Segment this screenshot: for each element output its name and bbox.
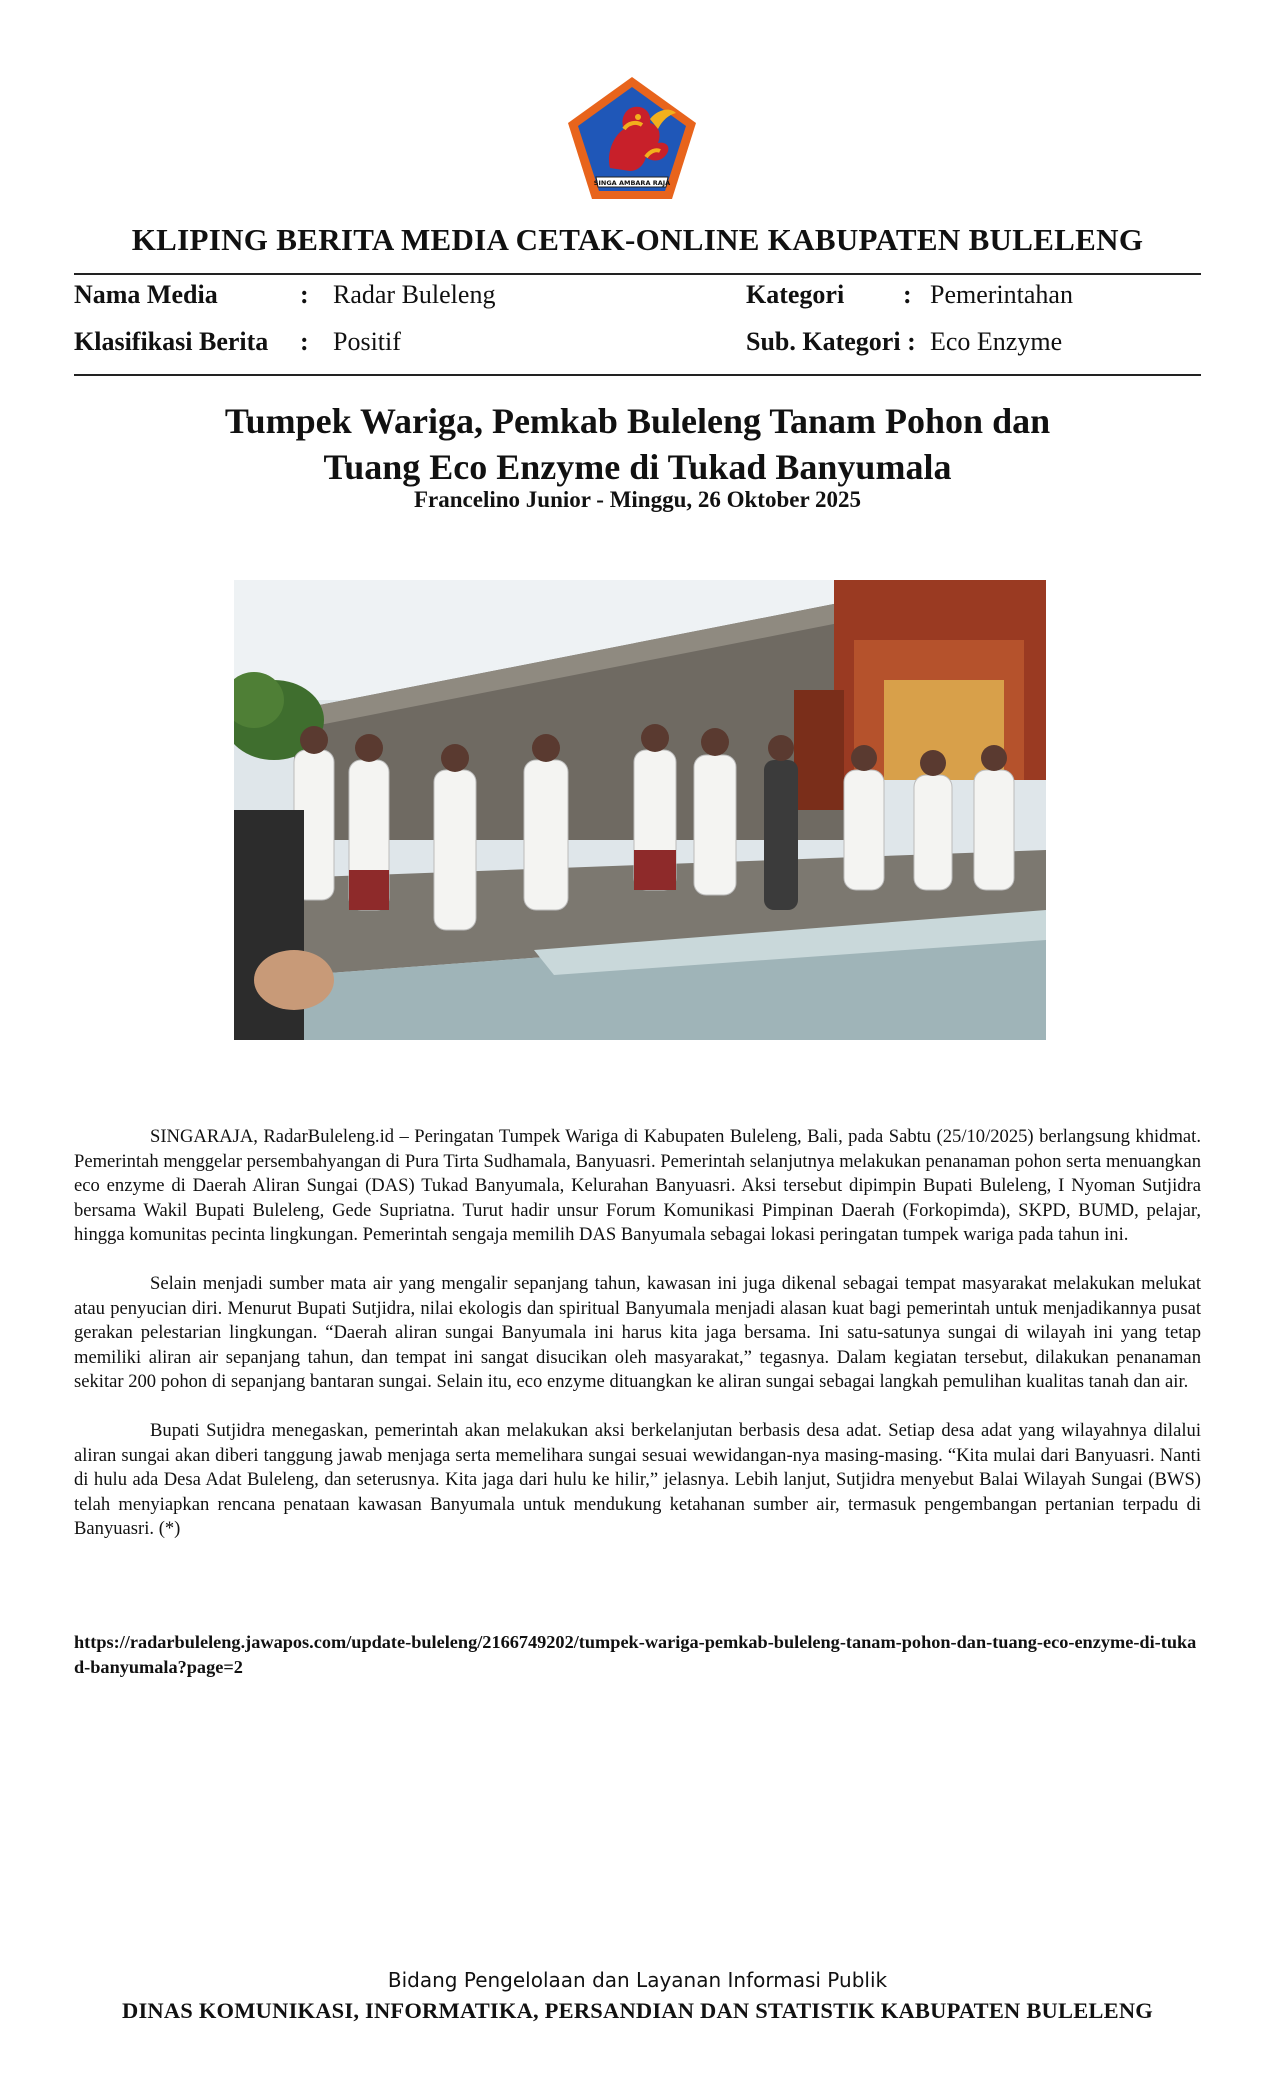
sub-kategori-value: Eco Enzyme bbox=[930, 327, 1063, 356]
footer-agency: DINAS KOMUNIKASI, INFORMATIKA, PERSANDIAN DAN STATISTIK KABUPATEN BULELENG bbox=[122, 1998, 1153, 2023]
klasifikasi-separator: : bbox=[300, 327, 309, 356]
klasifikasi-value: Positif bbox=[333, 327, 401, 356]
source-url-link[interactable]: https://radarbuleleng.jawapos.com/update-buleleng/2166749202/tumpek-wariga-pemkab-buleleng-tanam-pohon-dan-tuang-eco-enzyme-di-tukad-banyumala?page=2 bbox=[74, 1632, 1197, 1677]
nama-media-value: Radar Buleleng bbox=[333, 280, 496, 309]
kategori-value: Pemerintahan bbox=[930, 280, 1073, 309]
kategori-separator: : bbox=[903, 280, 912, 309]
headline-line-2: Tuang Eco Enzyme di Tukad Banyumala bbox=[323, 447, 952, 487]
article-byline: Francelino Junior - Minggu, 26 Oktober 2025 bbox=[413, 487, 862, 512]
headline-line-1: Tumpek Wariga, Pemkab Buleleng Tanam Pohon dan bbox=[224, 401, 1051, 441]
article-paragraph: Bupati Sutjidra menegaskan, pemerintah akan melakukan aksi berkelanjutan berbasis desa adat. Setiap desa adat yang wilayahnya dilalui aliran sungai akan diberi tanggung jawab menjaga serta memelihara sungai sesuai wewidangan-nya masing-masing. “Kita mulai dari Banyuasri. Nanti di hulu ada Desa Adat Buleleng, dan seterusnya. Kita jaga dari hulu ke hilir,” jelasnya. Lebih lanjut, Sutjidra menyebut Balai Wilayah Sungai (BWS) telah menyiapkan rencana penataan kawasan Banyumala untuk mendukung ketahanan sumber air, termasuk pengembangan pertanian terpadu di Banyuasri. (*) bbox=[74, 1419, 1201, 1540]
top-divider bbox=[74, 273, 1201, 275]
klasifikasi-label: Klasifikasi Berita bbox=[74, 327, 269, 356]
nama-media-separator: : bbox=[300, 280, 309, 309]
article-paragraph: SINGARAJA, RadarBuleleng.id – Peringatan Tumpek Wariga di Kabupaten Buleleng, Bali, pada Sabtu (25/10/2025) berlangsung khidmat. Pemerintah menggelar persembahyangan di Pura Tirta Sudhamala, Banyuasri. Pemerintah selanjutnya melakukan penanaman pohon serta menuangkan eco enzyme di Daerah Aliran Sungai (DAS) Tukad Banyumala, Kelurahan Banyuasri. Aksi tersebut dipimpin Bupati Buleleng, I Nyoman Sutjidra bersama Wakil Bupati Buleleng, Gede Supriatna. Turut hadir unsur Forum Komunikasi Pimpinan Daerah (Forkopimda), SKPD, BUMD, pelajar, hingga komunitas pecinta lingkungan. Pemerintah sengaja memilih DAS Banyumala sebagai lokasi peringatan tumpek wariga pada tahun ini. bbox=[74, 1126, 1201, 1246]
article-headline bbox=[0, 398, 1275, 490]
kategori-label: Kategori bbox=[746, 280, 845, 309]
clipping-title: KLIPING BERITA MEDIA CETAK-ONLINE KABUPATEN BULELENG bbox=[131, 222, 1144, 257]
article-photo bbox=[234, 580, 1046, 1040]
logo-text: SINGA AMBARA RAJA bbox=[593, 179, 671, 187]
article-body bbox=[74, 1125, 1201, 1566]
bottom-divider bbox=[74, 374, 1201, 376]
singa-ambara-raja-emblem-icon bbox=[562, 73, 702, 203]
sub-kategori-label: Sub. Kategori : bbox=[746, 327, 916, 356]
footer-department: Bidang Pengelolaan dan Layanan Informasi Publik bbox=[387, 1968, 888, 1992]
article-paragraph: Selain menjadi sumber mata air yang mengalir sepanjang tahun, kawasan ini juga dikenal sebagai tempat masyarakat melakukan melukat atau penyucian diri. Menurut Bupati Sutjidra, nilai ekologis dan spiritual Banyumala menjadi alasan kuat bagi pemerintah untuk menjadikannya pusat gerakan pelestarian lingkungan. “Daerah aliran sungai Banyumala ini harus kita jaga bersama. Ini satu-satunya sungai di wilayah ini yang tetap memiliki aliran air sepanjang tahun, dan tempat ini sangat disucikan oleh masyarakat,” tegasnya. Dalam kegiatan tersebut, dilakukan penanaman sekitar 200 pohon di sepanjang bantaran sungai. Selain itu, eco enzyme dituangkan ke aliran sungai sebagai langkah pemulihan kualitas tanah dan air. bbox=[74, 1272, 1201, 1393]
nama-media-label: Nama Media bbox=[74, 280, 218, 309]
